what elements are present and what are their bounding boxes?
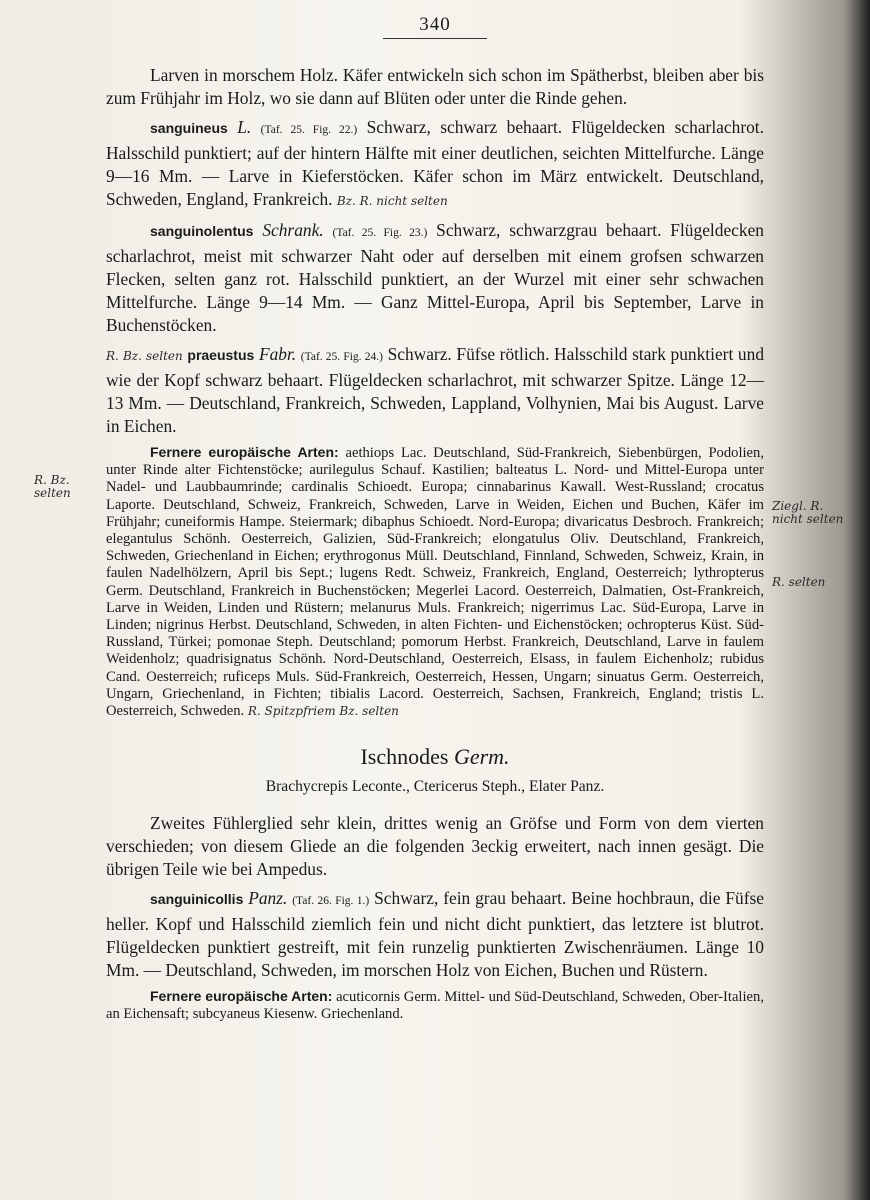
- plate-reference: (Taf. 26. Fig. 1.): [292, 895, 370, 908]
- species-author: Panz.: [248, 888, 288, 909]
- plate-reference: (Taf. 25. Fig. 23.): [332, 227, 428, 239]
- handwritten-note: Bz. R. nicht selten: [336, 194, 448, 208]
- intro-paragraph: [106, 64, 764, 110]
- margin-note-crocatus: Ziegl. R. nicht selten: [772, 499, 844, 526]
- species-sanguinicollis: [106, 887, 764, 982]
- page-number-rule: [383, 38, 487, 39]
- further-species-list: [106, 444, 764, 720]
- page-number: 340: [419, 14, 451, 35]
- handwritten-note: R. Spitzpfriem Bz. selten: [247, 704, 399, 719]
- further-species-text: aethiops Lac. Deutschland, Süd-Frankreich, Siebenbürgen, Podolien, unter Rinde alter Fichtenstöcke; aurilegulus Schauf. Kastilien; balteatus L. Nord- und Mittel-Europa unter Nadel- und Laubbaumrinde; cardinalis Schioedt. Europa; cinnabarinus Kawall. West-Russland; crocatus Laporte. Deutschland, Schweiz, Frankreich, Schweden, Larve in Weiden, Eichen und Buchen, Käfer im Frühjahr; cuneiformis Hampe. Steiermark; dibaphus Schioedt. Nord-Europa; divaricatus Desbroch. Frankreich; elegantulus Schönh. Oesterreich, Galizien, Süd-Frankreich; elongatulus Oliv. Deutschland, Frankreich, Schweden, Griechenland in Eichen; erythrogonus Müll. Deutschland, Finnland, Schweden, Schweiz, Krain, in faulen Nadelhölzern, April bis Sept.; lugens Redt. Schweiz, Frankreich, England, Oesterreich; lythropterus Germ. Deutschland, Frankreich in Buchenstöcken; Megerlei Lacord. Oesterreich, Dalmatien, Ost-Frankreich, Larve in Weiden, Linden und Rüstern; melanurus Muls. Frankreich; nigerrimus Lac. Süd-Europa, Larve in Linden; nigrinus Herbst. Deutschland, Schweden, in alten Fichten- und Eichenstöcken; ochropterus Küst. Süd-Russland, Türkei; pomonae Steph. Deutschland; pomorum Herbst. Frankreich, Deutschland, Larve in faulem Weidenholz; quadrisignatus Schönh. Nord-Deutschland, Oesterreich, Elsass, in faulem Eichenholz; rubidus Cand. Oesterreich; ruficeps Muls. Süd-Frankreich, Oesterreich, Hessen, Ungarn; sinuatus Germ. Oesterreich, Ungarn, Griechenland, in Fichten; tibialis Lacord. Oesterreich, Sachsen, Frankreich, England; tristis L. Oesterreich, Schweden.: [106, 445, 764, 720]
- species-sanguineus: [106, 116, 764, 213]
- species-praeustus: [106, 343, 764, 438]
- margin-note-balteatus: R. Bz. selten: [34, 473, 71, 500]
- main-text: [106, 64, 764, 1028]
- species-sanguinolentus: [106, 219, 764, 337]
- genus-name: Ischnodes: [360, 744, 449, 770]
- intro-text: Larven in morschem Holz. Käfer entwickeln sich schon im Spätherbst, bleiben aber bis zum Frühjahr im Holz, wo sie dann auf Blüten oder unter die Rinde gehen.: [106, 65, 764, 108]
- genus-author: Germ.: [453, 744, 510, 770]
- further-species-list-2: [106, 988, 764, 1023]
- species-author: Fabr.: [258, 344, 297, 364]
- species-description: Schwarz. Füfse rötlich. Halsschild stark punktiert und wie der Kopf schwarz behaart. Flügeldecken scharlachrot, mit schwarzer Spitze. Länge 12—13 Mm. — Deutschland, Frankreich, Schweden, Lappland, Volhynien, Mai bis August. Larve in Eichen.: [106, 344, 765, 436]
- species-name: sanguinolentus: [150, 223, 254, 239]
- species-description: Schwarz, schwarz behaart. Flügeldecken scharlachrot. Halsschild punktiert; auf der hintern Hälfte mit einer deutlichen, seichten Mittelfurche. Länge 9—16 Mm. — Larve in Kieferstöcken. Käfer schon im März entwickelt. Deutschland, Schweden, England, Frankreich.: [106, 117, 764, 209]
- handwritten-note: R. Bz. selten: [106, 349, 183, 363]
- further-species-label: Fernere europäische Arten:: [150, 988, 333, 1005]
- plate-reference: (Taf. 25. Fig. 24.): [300, 351, 383, 363]
- genus-heading: [106, 744, 764, 770]
- margin-note-elongatulus: R. selten: [772, 575, 826, 589]
- species-name: sanguinicollis: [150, 891, 244, 908]
- species-name: praeustus: [187, 347, 255, 363]
- plate-reference: (Taf. 25. Fig. 22.): [260, 124, 358, 136]
- further-species-label: Fernere europäische Arten:: [150, 444, 339, 460]
- genus-description-text: Zweites Fühlerglied sehr klein, drittes wenig an Gröfse und Form von dem vierten verschieden; von diesem Gliede an die folgenden 3eckig erweitert, nach innen gesägt. Die übrigen Teile wie bei Ampedus.: [106, 813, 764, 880]
- species-description: Schwarz, fein grau behaart. Beine hochbraun, die Füfse heller. Kopf und Halsschild ziemlich fein und nicht dicht punktiert, das letztere ist blutrot. Flügeldecken punktiert gestreift, mit fein runzelig punktierten Zwischenräumen. Länge 10 Mm. — Deutschland, Schweden, im morschen Holz von Eichen, Buchen und Rüstern.: [106, 888, 764, 981]
- genus-description: [106, 812, 764, 881]
- genus-synonyms: Brachycrepis Leconte., Ctericerus Steph., Elater Panz.: [265, 778, 605, 796]
- species-description: Schwarz, schwarzgrau behaart. Flügeldecken scharlachrot, meist mit schwarzer Naht oder auf derselben mit einem grofsen schwarzen Flecken, selten ganz rot. Halsschild punktiert, an der Wurzel mit einer sehr schwachen Mittelfurche. Länge 9—14 Mm. — Ganz Mittel-Europa, April bis September, Larve in Buchenstöcken.: [106, 220, 764, 335]
- species-name: sanguineus: [150, 120, 228, 136]
- further-species-text: acuticornis Germ. Mittel- und Süd-Deutschland, Schweden, Ober-Italien, an Eichensaft; subcyaneus Kiesenw. Griechenland.: [106, 989, 764, 1023]
- species-author: Schrank.: [262, 220, 324, 240]
- species-author: L.: [237, 117, 252, 137]
